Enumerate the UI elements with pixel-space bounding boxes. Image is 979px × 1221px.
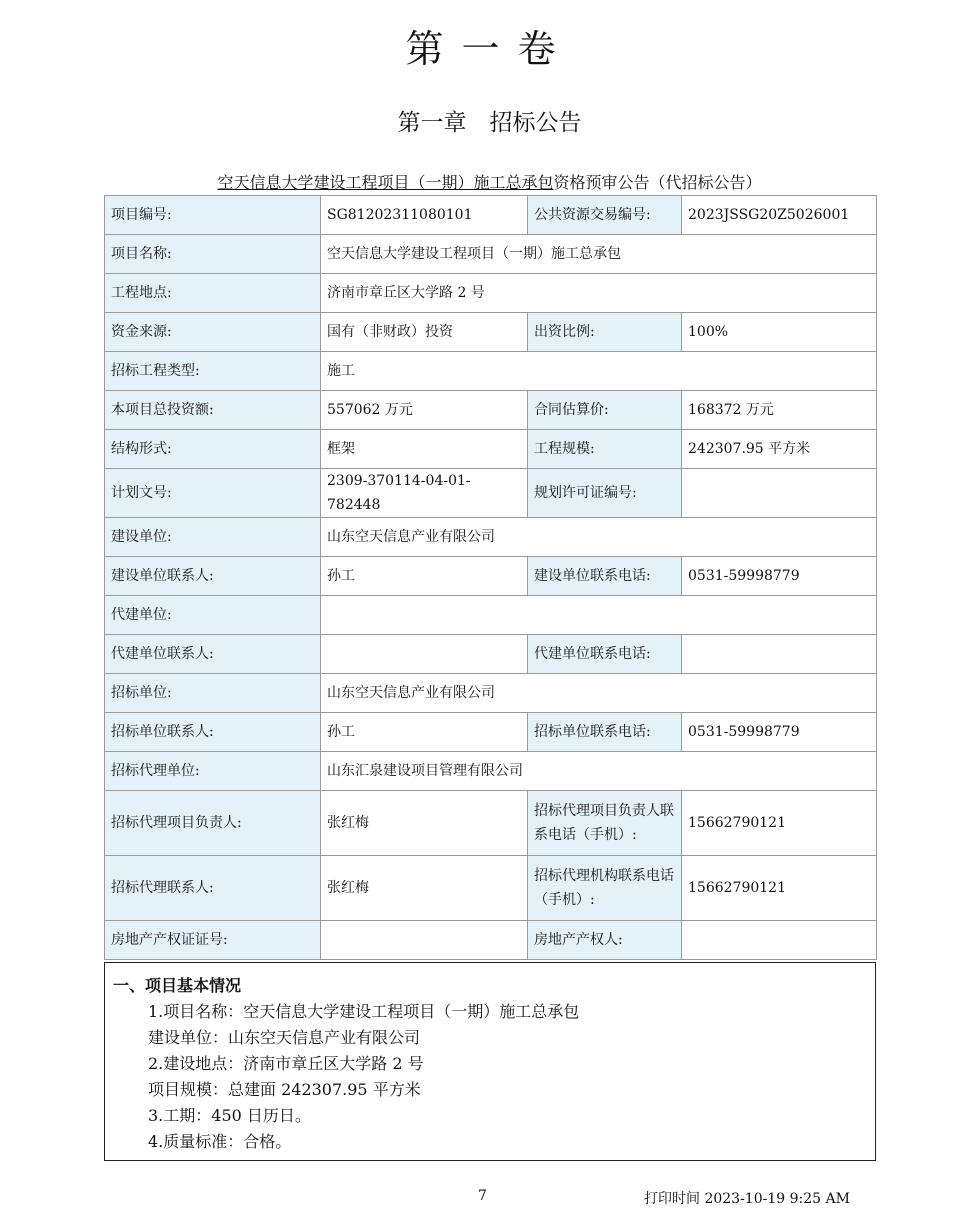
agency-contact-value: 张红梅 (321, 856, 528, 921)
structure-value: 框架 (321, 430, 528, 469)
agent-builder-contact-value (321, 635, 528, 674)
page-number: 7 (478, 1188, 487, 1204)
agent-builder-label: 代建单位: (105, 596, 321, 635)
property-owner-value (682, 921, 877, 960)
fund-ratio-value: 100% (682, 313, 877, 352)
permit-no-label: 规划许可证编号: (528, 469, 682, 518)
agency-value: 山东汇泉建设项目管理有限公司 (321, 752, 877, 791)
builder-contact-value: 孙工 (321, 557, 528, 596)
builder-contact-label: 建设单位联系人: (105, 557, 321, 596)
agency-org-phone-value: 15662790121 (682, 856, 877, 921)
table-row (105, 713, 877, 752)
total-invest-label: 本项目总投资额: (105, 391, 321, 430)
agency-org-phone-label: 招标代理机构联系电话（手机）: (528, 856, 682, 921)
location-label: 工程地点: (105, 274, 321, 313)
project-info-table (104, 195, 877, 960)
agent-builder-value (321, 596, 877, 635)
notice-title-suffix: 资格预审公告（代招标公告） (553, 173, 762, 192)
scale-label: 工程规模: (528, 430, 682, 469)
project-no-value: SG81202311080101 (321, 196, 528, 235)
structure-label: 结构形式: (105, 430, 321, 469)
project-no-label: 项目编号: (105, 196, 321, 235)
table-row (105, 518, 877, 557)
agent-builder-contact-label: 代建单位联系人: (105, 635, 321, 674)
table-row (105, 469, 877, 518)
agency-pm-phone-value: 15662790121 (682, 791, 877, 856)
table-row (105, 274, 877, 313)
agency-contact-label: 招标代理联系人: (105, 856, 321, 921)
property-owner-label: 房地产产权人: (528, 921, 682, 960)
project-name-label: 项目名称: (105, 235, 321, 274)
tender-type-label: 招标工程类型: (105, 352, 321, 391)
table-row (105, 557, 877, 596)
basic-info-line: 2.建设地点：济南市章丘区大学路 2 号 (148, 1054, 424, 1073)
agency-pm-phone-label: 招标代理项目负责人联系电话（手机）: (528, 791, 682, 856)
table-row (105, 856, 877, 921)
plan-doc-value: 2309-370114-04-01-782448 (321, 469, 528, 518)
scale-value: 242307.95 平方米 (682, 430, 877, 469)
agent-builder-phone-label: 代建单位联系电话: (528, 635, 682, 674)
agency-label: 招标代理单位: (105, 752, 321, 791)
table-row (105, 196, 877, 235)
table-row (105, 391, 877, 430)
tenderer-contact-value: 孙工 (321, 713, 528, 752)
notice-title-project: 空天信息大学建设工程项目（一期）施工总承包 (217, 173, 554, 192)
basic-info-line: 4.质量标准：合格。 (148, 1132, 292, 1151)
basic-info-heading: 一、项目基本情况 (113, 976, 242, 995)
table-row (105, 635, 877, 674)
basic-info-line: 建设单位：山东空天信息产业有限公司 (148, 1028, 421, 1047)
trade-no-label: 公共资源交易编号: (528, 196, 682, 235)
tender-type-value: 施工 (321, 352, 877, 391)
plan-doc-label: 计划文号: (105, 469, 321, 518)
tenderer-phone-value: 0531-59998779 (682, 713, 877, 752)
table-row (105, 313, 877, 352)
table-row (105, 235, 877, 274)
fund-ratio-label: 出资比例: (528, 313, 682, 352)
basic-info-line: 1.项目名称：空天信息大学建设工程项目（一期）施工总承包 (148, 1002, 580, 1021)
fund-source-value: 国有（非财政）投资 (321, 313, 528, 352)
agency-pm-value: 张红梅 (321, 791, 528, 856)
builder-phone-value: 0531-59998779 (682, 557, 877, 596)
project-name-value: 空天信息大学建设工程项目（一期）施工总承包 (321, 235, 877, 274)
table-row (105, 674, 877, 713)
tenderer-phone-label: 招标单位联系电话: (528, 713, 682, 752)
print-time: 打印时间 2023-10-19 9:25 AM (644, 1191, 850, 1207)
table-row (105, 752, 877, 791)
tenderer-label: 招标单位: (105, 674, 321, 713)
agency-pm-label: 招标代理项目负责人: (105, 791, 321, 856)
basic-info-line: 3.工期：450 日历日。 (148, 1106, 311, 1125)
volume-title: 第一卷 (405, 27, 574, 71)
table-row (105, 596, 877, 635)
contract-est-label: 合同估算价: (528, 391, 682, 430)
permit-no-value (682, 469, 877, 518)
property-cert-value (321, 921, 528, 960)
table-row (105, 791, 877, 856)
basic-info-line: 项目规模：总建面 242307.95 平方米 (148, 1080, 421, 1099)
table-row (105, 921, 877, 960)
builder-value: 山东空天信息产业有限公司 (321, 518, 877, 557)
builder-phone-label: 建设单位联系电话: (528, 557, 682, 596)
tenderer-value: 山东空天信息产业有限公司 (321, 674, 877, 713)
agent-builder-phone-value (682, 635, 877, 674)
table-row (105, 430, 877, 469)
trade-no-value: 2023JSSG20Z5026001 (682, 196, 877, 235)
location-value: 济南市章丘区大学路 2 号 (321, 274, 877, 313)
builder-label: 建设单位: (105, 518, 321, 557)
contract-est-value: 168372 万元 (682, 391, 877, 430)
property-cert-label: 房地产产权证证号: (105, 921, 321, 960)
notice-title (0, 170, 979, 193)
project-basic-info-box (104, 962, 876, 1161)
chapter-title: 第一章 招标公告 (397, 110, 582, 136)
table-row (105, 352, 877, 391)
total-invest-value: 557062 万元 (321, 391, 528, 430)
tenderer-contact-label: 招标单位联系人: (105, 713, 321, 752)
fund-source-label: 资金来源: (105, 313, 321, 352)
